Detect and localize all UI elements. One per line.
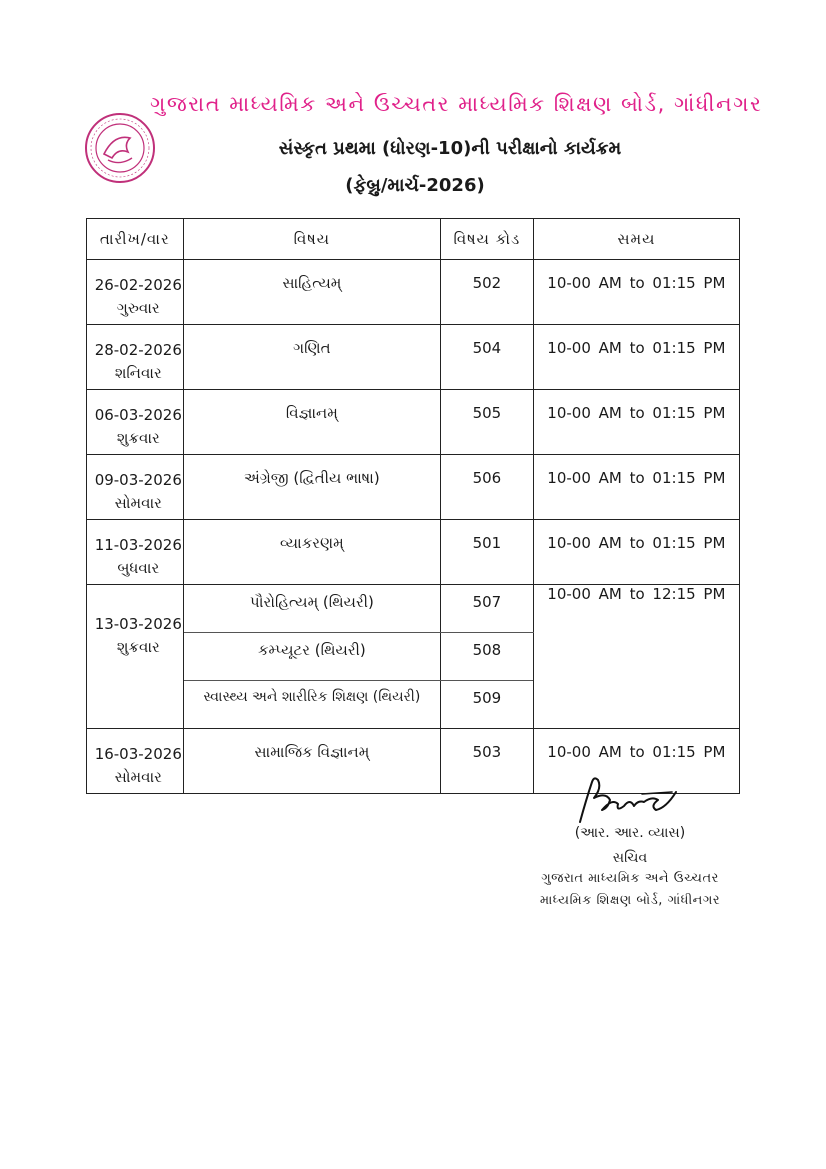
date-text: 06-03-2026 (94, 406, 182, 424)
subject-cell: સાહિત્યમ્ (183, 260, 441, 325)
code-cell: 507 (441, 585, 534, 633)
date-text: 13-03-2026 (94, 615, 182, 633)
date-cell (87, 585, 184, 729)
date-cell (87, 390, 184, 455)
code-cell: 504 (441, 325, 534, 390)
signatory-role: સચિવ (612, 850, 648, 866)
code-cell: 502 (441, 260, 534, 325)
day-text: શનિવાર (114, 364, 162, 382)
board-title: ગુજરાત માધ્યમિક અને ઉચ્ચતર માધ્યમિક શિક્ષણ બોર્ડ, ગાંધીનગર (150, 92, 763, 116)
date-cell (87, 455, 184, 520)
subject-cell: ગણિત (183, 325, 441, 390)
date-cell (87, 520, 184, 585)
time-cell: 10-00 AM to 01:15 PM (533, 455, 739, 520)
code-cell: 501 (441, 520, 534, 585)
time-cell: 10-00 AM to 01:15 PM (533, 325, 739, 390)
day-text: સોમવાર (114, 494, 162, 512)
code-cell: 508 (441, 633, 534, 681)
header-subject-code: વિષય કોડ (441, 219, 534, 260)
table-row (87, 260, 740, 325)
date-cell (87, 260, 184, 325)
date-text: 28-02-2026 (94, 341, 182, 359)
date-text: 11-03-2026 (94, 536, 182, 554)
signature-icon (572, 770, 682, 830)
date-text: 16-03-2026 (94, 745, 182, 763)
time-cell: 10-00 AM to 01:15 PM (533, 390, 739, 455)
board-seal-icon (84, 112, 156, 184)
subject-cell: કમ્પ્યૂટર (થિયરી) (183, 633, 441, 681)
day-text: શુક્રવાર (116, 638, 160, 656)
day-text: ગુરુવાર (116, 299, 160, 317)
table-row (87, 585, 740, 633)
day-text: સોમવાર (114, 768, 162, 786)
subject-cell: વિજ્ઞાનમ્ (183, 390, 441, 455)
time-cell: 10-00 AM to 01:15 PM (533, 520, 739, 585)
code-cell: 509 (441, 681, 534, 729)
header-subject: વિષય (183, 219, 441, 260)
header-date-day: તારીખ/વાર (87, 219, 184, 260)
day-text: શુક્રવાર (116, 429, 160, 447)
time-cell: 10-00 AM to 12:15 PM (533, 585, 739, 729)
table-row (87, 325, 740, 390)
subject-cell: સ્વાસ્થ્ય અને શારીરિક શિક્ષણ (થિયરી) (183, 681, 441, 729)
table-row (87, 390, 740, 455)
header-time: સમય (533, 219, 739, 260)
table-header-row (87, 219, 740, 260)
date-text: 26-02-2026 (94, 276, 182, 294)
subject-cell: અંગ્રેજી (દ્વિતીય ભાષા) (183, 455, 441, 520)
signatory-org-line1: ગુજરાત માધ્યમિક અને ઉચ્ચતર (541, 871, 719, 886)
time-cell: 10-00 AM to 01:15 PM (533, 729, 739, 794)
time-cell: 10-00 AM to 01:15 PM (533, 260, 739, 325)
subject-cell: પૌરોહિત્યમ્ (થિયરી) (183, 585, 441, 633)
table-row (87, 455, 740, 520)
date-cell (87, 729, 184, 794)
table-row (87, 520, 740, 585)
code-cell: 503 (441, 729, 534, 794)
signatory-name: (આર. આર. વ્યાસ) (574, 825, 686, 841)
date-text: 09-03-2026 (94, 471, 182, 489)
subject-cell: સામાજિક વિજ્ઞાનમ્ (183, 729, 441, 794)
exam-title: સંસ્કૃત પ્રથમા (ધોરણ-10)ની પરીક્ષાનો કાર્યક્રમ (278, 138, 622, 159)
code-cell: 505 (441, 390, 534, 455)
exam-schedule-table (86, 218, 740, 794)
date-cell (87, 325, 184, 390)
subject-cell: વ્યાકરણમ્ (183, 520, 441, 585)
exam-period: (ફેબ્રુ/માર્ચ-2026) (345, 175, 485, 196)
day-text: બુધવાર (117, 559, 160, 577)
code-cell: 506 (441, 455, 534, 520)
signatory-org-line2: માધ્યમિક શિક્ષણ બોર્ડ, ગાંધીનગર (539, 893, 721, 908)
